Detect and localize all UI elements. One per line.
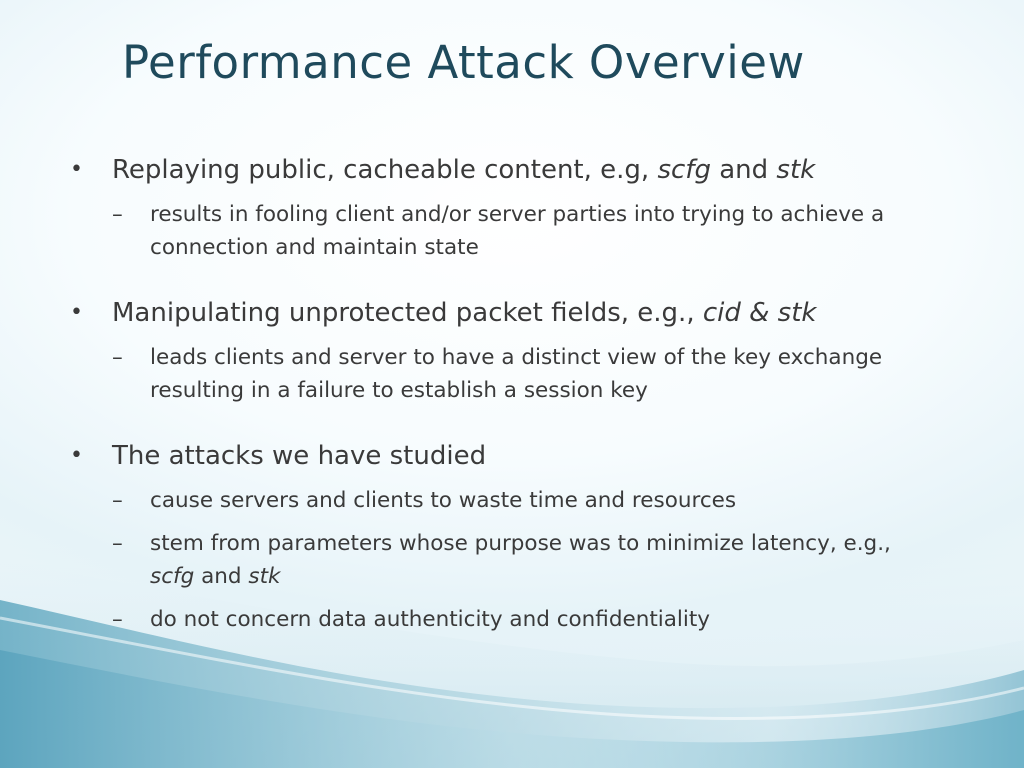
bullet-1 bbox=[70, 154, 970, 264]
sub-bullet-symbol: – bbox=[112, 531, 123, 556]
term-stk: stk bbox=[776, 155, 816, 185]
sub-bullet-symbol: – bbox=[112, 488, 123, 513]
slide-title: Performance Attack Overview bbox=[122, 36, 805, 89]
bullet-2-text: • Manipulating unprotected packet fields, e.g., cid & stk bbox=[70, 298, 817, 328]
bullet-1-sub-1: – results in fooling client and/or server parties into trying to achieve a connection and maintain state bbox=[70, 198, 930, 264]
bullet-3-text: • The attacks we have studied bbox=[70, 441, 487, 471]
term-scfg: scfg bbox=[657, 155, 711, 185]
bullet-3 bbox=[70, 440, 970, 636]
bullet-3-sub-2: – stem from parameters whose purpose was to minimize latency, e.g., scfg and stk bbox=[70, 527, 930, 593]
term-stk: stk bbox=[248, 564, 281, 589]
sub-bullet-symbol: – bbox=[112, 202, 123, 227]
bullet-2 bbox=[70, 297, 970, 407]
bullet-3-sub-1: – cause servers and clients to waste time and resources bbox=[70, 484, 930, 517]
sub-bullet-symbol: – bbox=[112, 607, 123, 632]
bullet-2-sub-1: – leads clients and server to have a distinct view of the key exchange resulting in a failure to establish a session key bbox=[70, 341, 930, 407]
bullet-symbol: • bbox=[70, 157, 83, 182]
term-cid-stk: cid & stk bbox=[702, 298, 817, 328]
term-scfg: scfg bbox=[150, 564, 195, 589]
bullet-symbol: • bbox=[70, 443, 83, 468]
sub-bullet-symbol: – bbox=[112, 345, 123, 370]
bullet-1-text: • Replaying public, cacheable content, e.g, scfg and stk bbox=[70, 155, 816, 185]
bullet-3-sub-3: – do not concern data authenticity and confidentiality bbox=[70, 603, 930, 636]
bullet-symbol: • bbox=[70, 300, 83, 325]
